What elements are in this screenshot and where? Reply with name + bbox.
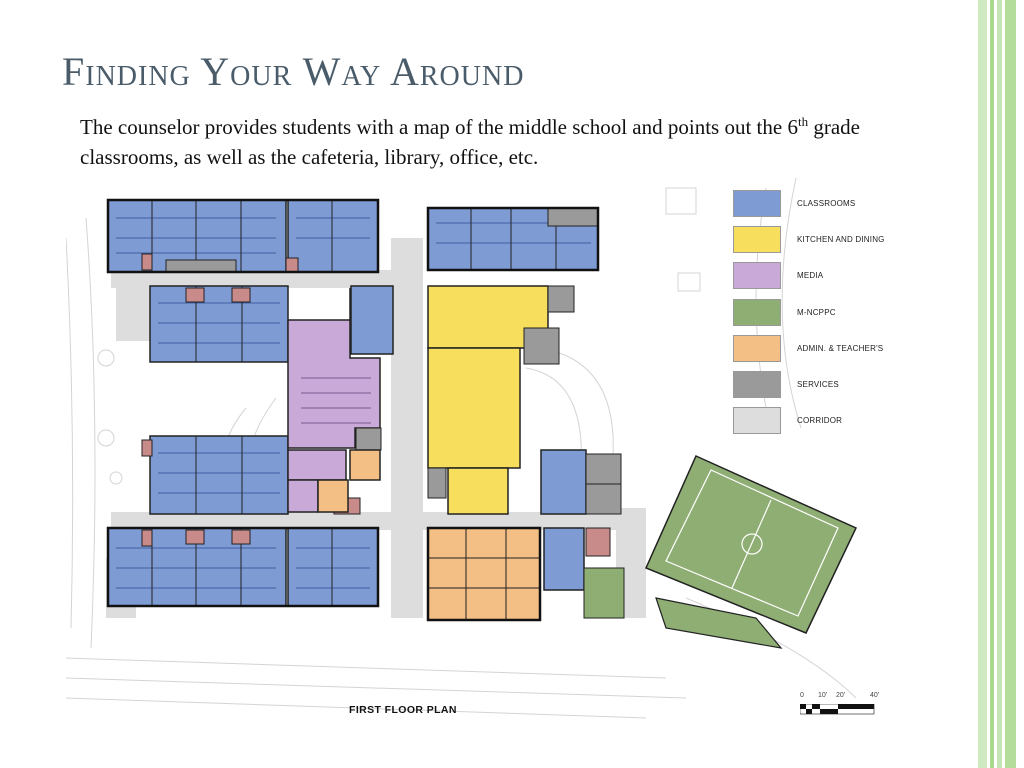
classroom-block [150, 436, 288, 514]
legend-swatch [733, 262, 781, 289]
border-stripe [997, 0, 1002, 768]
scale-label: 10' [818, 692, 828, 699]
scale-label: 0 [800, 692, 804, 699]
legend-item [733, 226, 913, 262]
legend-item [733, 299, 913, 335]
classroom-block [288, 528, 378, 606]
legend-swatch [733, 299, 781, 326]
legend-swatch [733, 371, 781, 398]
border-stripe [978, 0, 987, 768]
body-text-part: grade classrooms, as well as the cafeteria, library, office, etc. [80, 115, 860, 169]
slide-title: Finding Your Way Around [62, 49, 525, 94]
legend-swatch [733, 335, 781, 362]
classroom-block [544, 528, 584, 590]
legend-label: SERVICES [797, 379, 839, 389]
border-stripe [1005, 0, 1016, 768]
slide-border-stripes [976, 0, 1024, 768]
legend-item [733, 190, 913, 226]
legend-label: CORRIDOR [797, 416, 843, 426]
legend-swatch [733, 190, 781, 217]
legend-label: MEDIA [797, 271, 824, 281]
legend-label: CLASSROOMS [797, 199, 856, 208]
scale-label: 40' [870, 692, 880, 699]
slide-body-text [80, 112, 920, 172]
legend-swatch [733, 407, 781, 434]
classroom-block [288, 200, 378, 272]
body-text-part: The counselor provides students with a map of the middle school and points out the 6 [80, 115, 798, 139]
floor-plan-caption: FIRST FLOOR PLAN [349, 704, 457, 716]
floor-plan-legend [733, 190, 913, 443]
classroom-block [351, 286, 393, 354]
border-stripe [990, 0, 994, 768]
scale-bar-graphic [800, 704, 880, 718]
legend-item [733, 371, 913, 407]
legend-label: KITCHEN AND DINING [797, 235, 885, 245]
legend-item [733, 407, 913, 443]
classroom-block [150, 286, 288, 362]
legend-swatch [733, 226, 781, 253]
legend-item [733, 335, 913, 371]
legend-label: ADMIN. & TEACHER'S [797, 343, 884, 353]
scale-label: 20' [836, 692, 846, 699]
legend-item [733, 262, 913, 298]
classroom-block [541, 450, 586, 514]
legend-label: M-NCPPC [797, 307, 836, 317]
ordinal-suffix: th [797, 114, 809, 129]
